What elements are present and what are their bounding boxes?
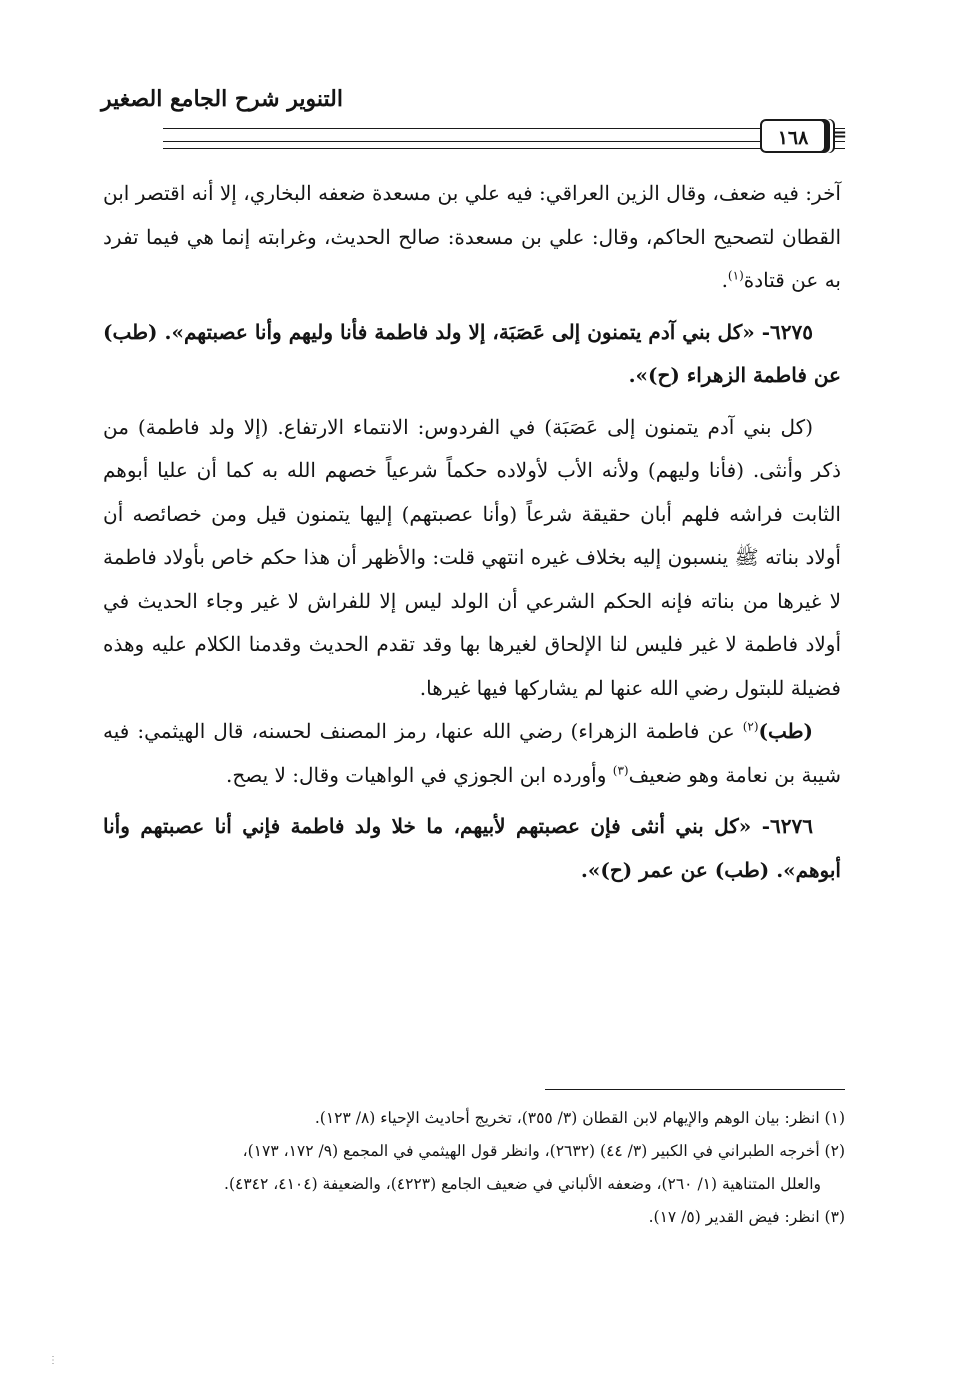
paragraph-source: (طب)$^{(٢)}$ عن فاطمة الزهراء) رضي الله عنها، رمز المصنف لحسنه، قال الهيثمي: فيه شيبة بن نعامة وهو ضعيف$^{(٣)}$ وأورده ابن الجوزي في الواهيات وقال: لا يصح. bbox=[103, 719, 841, 787]
footnote-ref-3: (٣) bbox=[612, 762, 629, 777]
footnote-2-continued: والعلل المتناهية (١/ ٢٦٠)، وضعفه الألباني في ضعيف الجامع (٤٢٢٣)، والضعيفة (٤١٠٤، ٤٣٤٢). bbox=[224, 1175, 821, 1193]
running-title: التنوير شرح الجامع الصغير bbox=[101, 86, 343, 112]
footnote-ref-1: (١) bbox=[727, 268, 744, 283]
footnote-divider bbox=[545, 1089, 845, 1090]
header-edge-mark: = bbox=[832, 124, 848, 145]
paragraph-1: آخر: فيه ضعف، وقال الزين العراقي: فيه علي بن مسعدة ضعفه البخاري، إلا أنه اقتصر ابن القطان لتصحيح الحاكم، وقال: علي بن مسعدة: صالح الحديث، وغرابته إنما هي فيما تفرد به عن قتادة$^{(١)}$. bbox=[103, 181, 841, 292]
main-text bbox=[103, 172, 841, 892]
footnote-ref-2: (٢) bbox=[742, 719, 759, 734]
paragraph-commentary: (كل بني آدم يتمنون إلى عَصَبَة) في الفردوس: الانتماء الارتفاع. (إلا ولد فاطمة) من ذكر وأنثى. (فأنا وليهم) ولأنه الأب لأولاده حكماً شرعياً خصهم الله به كما أن عليا أبوهم الثابت فراشه فلهم أبان حقيقة شرعاً (وأنا عصبتهم) إليها يتمنون قيل ومن خصائصه أن أولاد بناته ﷺ ينسبون إليه بخلاف غيره انتهي قلت: والأظهر أن هذا حكم خاص بأولاد فاطمة لا غيرها من بناته فإنه الحكم الشرعي أن الولد ليس إلا للفراش لا غير وجاء الحديث في أولاد فاطمة لا غير فليس لنا الإلحاق لغيرها بها وقد تقدم الحديث وقدمنا الكلام عليه وهذه فضيلة للبتول رضي الله عنها لم يشاركها فيها غيرها. bbox=[103, 414, 841, 700]
footnote-2: (٢) أخرجه الطبراني في الكبير (٣/ ٤٤) (٢٦٣٢)، وانظر قول الهيثمي في المجمع (٩/ ١٧٢، ١٧٣)، bbox=[242, 1142, 845, 1160]
footnote-1: (١) انظر: بيان الوهم والإيهام لابن القطان (٣/ ٣٥٥)، تخريج أحاديث الإحياء (٨/ ١٢٣). bbox=[314, 1109, 845, 1127]
hadith-6275: ٦٢٧٥- «كل بني آدم يتمنون إلى عَصَبَة، إلا ولد فاطمة فأنا وليهم وأنا عصبتهم». (طب) عن فاطمة الزهراء (ح)». bbox=[103, 319, 841, 387]
header-rule-bottom bbox=[163, 148, 845, 149]
header-rule-top bbox=[163, 128, 845, 129]
scan-dots: ⋮ bbox=[48, 1355, 58, 1366]
footnote-3: (٣) انظر: فيض القدير (٥/ ١٧). bbox=[648, 1208, 845, 1226]
footnotes bbox=[111, 1102, 845, 1234]
hadith-6276: ٦٢٧٦- «كل بني أنثى فإن عصبتهم لأبيهم، ما خلا ولد فاطمة فإني أنا عصبتهم وأنا أبوهم». (طب) عن عمر (ح)». bbox=[103, 814, 841, 882]
page-number: ١٦٨ bbox=[760, 119, 826, 153]
header-rule-middle bbox=[163, 141, 845, 142]
